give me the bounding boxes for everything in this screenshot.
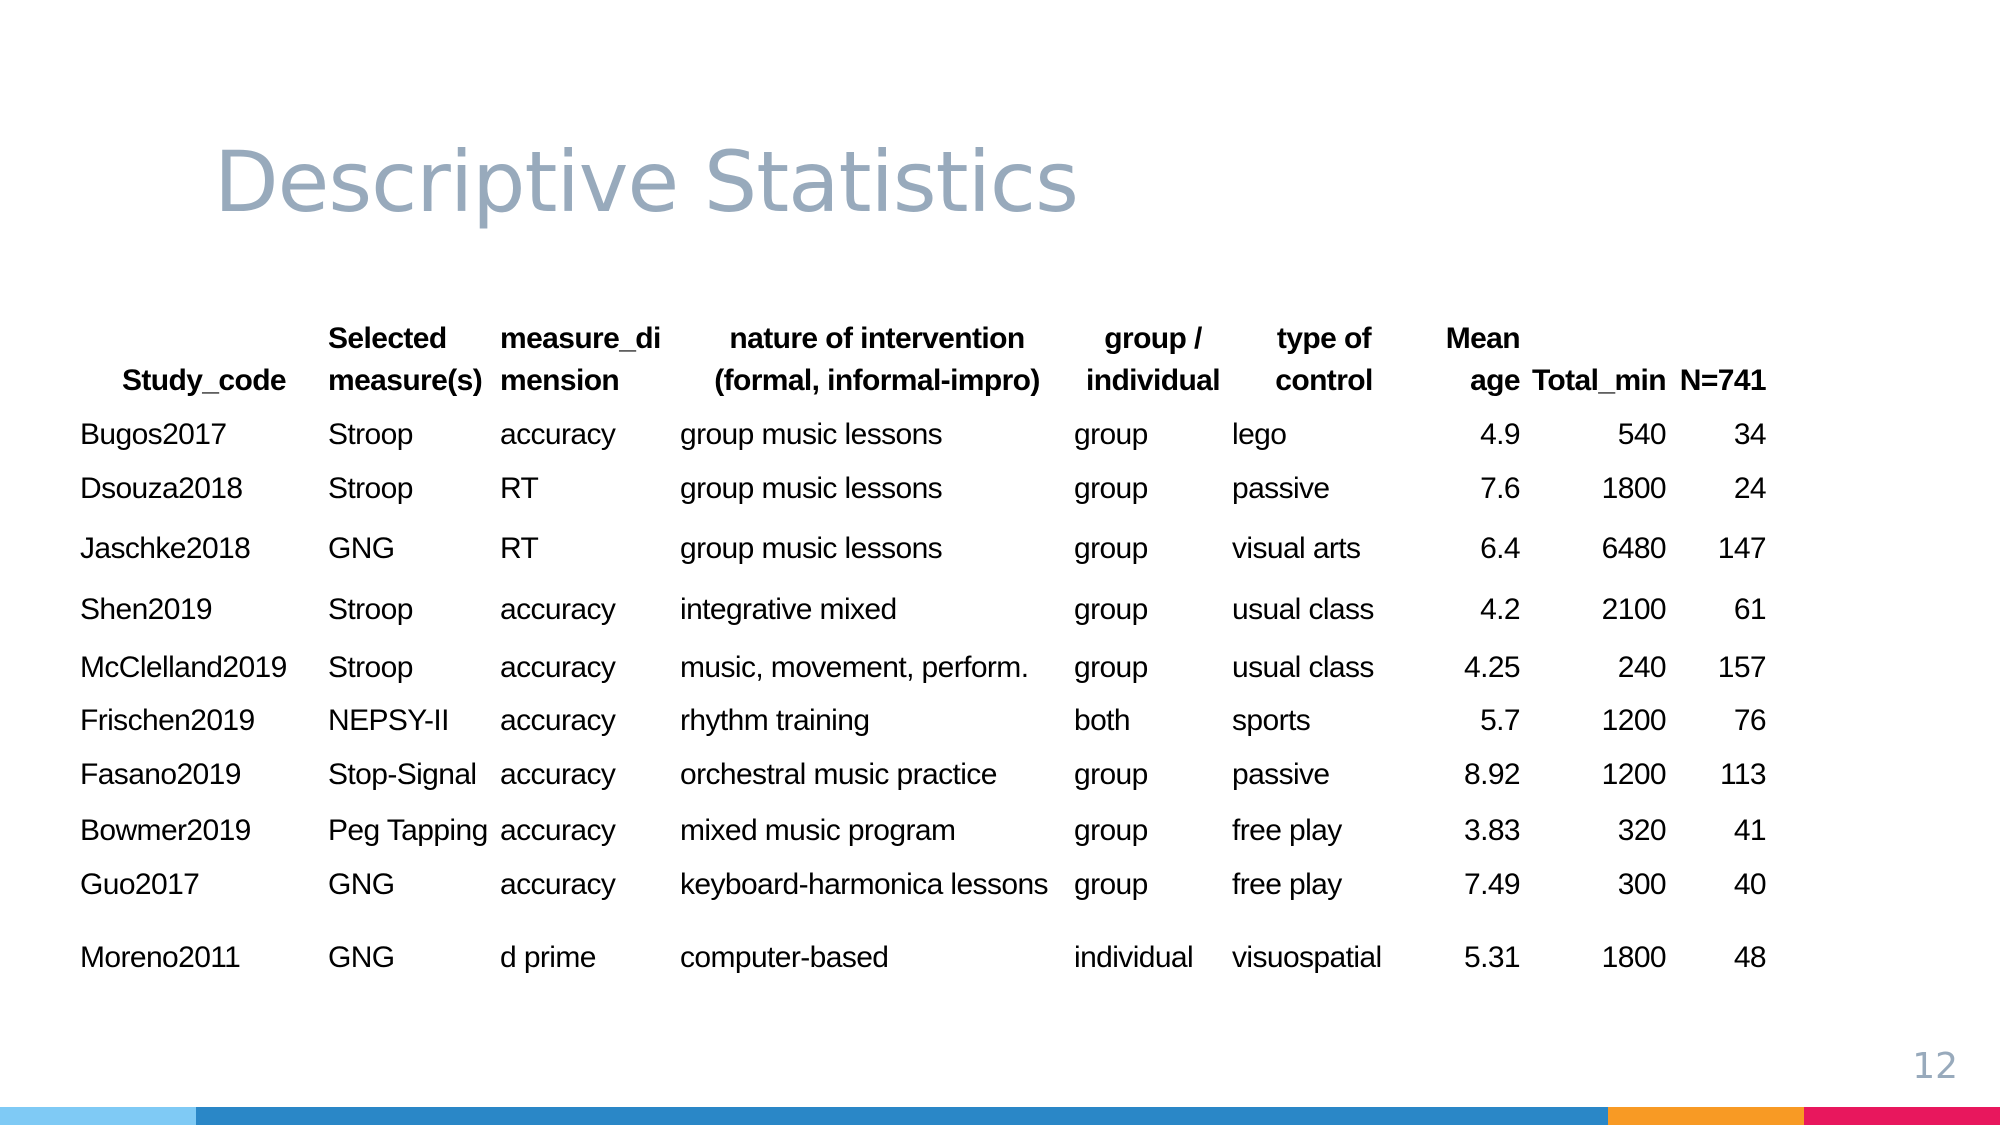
cell-total-min: 540 — [1617, 418, 1666, 451]
cell-nature-of-intervention: integrative mixed — [680, 593, 897, 626]
cell-study-code: Guo2017 — [80, 868, 200, 901]
table-row — [80, 516, 1766, 582]
cell-type-of-control: usual class — [1232, 651, 1374, 684]
cell-type-of-control: visuospatial — [1232, 941, 1382, 974]
footer-segment-pink — [1804, 1107, 2000, 1125]
cell-selected-measure: Stop-Signal — [328, 758, 477, 791]
cell-group-individual: group — [1074, 532, 1148, 565]
cell-measure-dimension: accuracy — [500, 868, 616, 901]
cell-nature-of-intervention: group music lessons — [680, 532, 943, 565]
cell-measure-dimension: RT — [500, 532, 539, 565]
cell-nature-of-intervention: rhythm training — [680, 704, 870, 737]
table-row — [80, 698, 1766, 744]
cell-type-of-control: free play — [1232, 814, 1342, 847]
cell-selected-measure: GNG — [328, 868, 395, 901]
cell-type-of-control: passive — [1232, 472, 1330, 505]
cell-n: 147 — [1717, 532, 1766, 565]
table-row — [80, 408, 1766, 462]
header-nature-of-intervention: nature of intervention (formal, informal-impro) — [714, 322, 1040, 397]
header-total-min: Total_min — [1531, 364, 1666, 397]
cell-selected-measure: Stroop — [328, 593, 413, 626]
table-row — [80, 856, 1766, 914]
cell-type-of-control: passive — [1232, 758, 1330, 791]
cell-total-min: 1200 — [1601, 704, 1666, 737]
cell-total-min: 1800 — [1601, 941, 1666, 974]
cell-total-min: 300 — [1617, 868, 1666, 901]
header-measure-dimension: measure_di mension — [500, 322, 661, 397]
cell-mean-age: 4.25 — [1464, 651, 1520, 684]
cell-group-individual: group — [1074, 418, 1148, 451]
cell-group-individual: group — [1074, 593, 1148, 626]
cell-type-of-control: visual arts — [1232, 532, 1361, 565]
table-row — [80, 582, 1766, 638]
cell-total-min: 6480 — [1601, 532, 1666, 565]
cell-study-code: Fasano2019 — [80, 758, 241, 791]
cell-study-code: Frischen2019 — [80, 704, 255, 737]
cell-selected-measure: NEPSY-II — [328, 704, 449, 737]
header-n: N=741 — [1679, 364, 1766, 397]
cell-total-min: 1800 — [1601, 472, 1666, 505]
cell-mean-age: 6.4 — [1480, 532, 1520, 565]
cell-measure-dimension: RT — [500, 472, 539, 505]
cell-nature-of-intervention: music, movement, perform. — [680, 651, 1029, 684]
header-type-of-control: type of control — [1275, 322, 1373, 397]
cell-study-code: Bowmer2019 — [80, 814, 251, 847]
cell-measure-dimension: accuracy — [500, 418, 616, 451]
cell-total-min: 2100 — [1601, 593, 1666, 626]
cell-measure-dimension: accuracy — [500, 704, 616, 737]
cell-mean-age: 7.49 — [1464, 868, 1520, 901]
cell-group-individual: group — [1074, 472, 1148, 505]
cell-study-code: Dsouza2018 — [80, 472, 243, 505]
cell-total-min: 1200 — [1601, 758, 1666, 791]
cell-n: 76 — [1733, 704, 1766, 737]
cell-selected-measure: GNG — [328, 532, 395, 565]
cell-study-code: McClelland2019 — [80, 651, 287, 684]
cell-selected-measure: GNG — [328, 941, 395, 974]
cell-nature-of-intervention: orchestral music practice — [680, 758, 997, 791]
cell-n: 61 — [1733, 593, 1766, 626]
cell-mean-age: 5.7 — [1480, 704, 1520, 737]
cell-study-code: Shen2019 — [80, 593, 213, 626]
table-row — [80, 638, 1766, 698]
cell-measure-dimension: d prime — [500, 941, 596, 974]
footer-segment-blue — [196, 1107, 1608, 1125]
cell-type-of-control: free play — [1232, 868, 1342, 901]
cell-total-min: 320 — [1617, 814, 1666, 847]
cell-n: 41 — [1733, 814, 1766, 847]
cell-group-individual: group — [1074, 758, 1148, 791]
cell-total-min: 240 — [1617, 651, 1666, 684]
cell-mean-age: 7.6 — [1480, 472, 1520, 505]
cell-selected-measure: Peg Tapping — [328, 814, 488, 847]
footer-segment-light-blue — [0, 1107, 196, 1125]
cell-nature-of-intervention: keyboard-harmonica lessons — [680, 868, 1048, 901]
cell-measure-dimension: accuracy — [500, 651, 616, 684]
cell-mean-age: 8.92 — [1464, 758, 1520, 791]
table-row — [80, 744, 1766, 806]
footer-segment-orange — [1608, 1107, 1804, 1125]
cell-n: 113 — [1719, 758, 1766, 791]
cell-mean-age: 4.9 — [1480, 418, 1520, 451]
cell-nature-of-intervention: group music lessons — [680, 418, 943, 451]
cell-measure-dimension: accuracy — [500, 593, 616, 626]
table-row — [80, 462, 1766, 516]
cell-nature-of-intervention: group music lessons — [680, 472, 943, 505]
cell-mean-age: 4.2 — [1480, 593, 1520, 626]
cell-selected-measure: Stroop — [328, 651, 413, 684]
cell-type-of-control: sports — [1232, 704, 1311, 737]
cell-study-code: Bugos2017 — [80, 418, 227, 451]
table-row — [80, 806, 1766, 856]
header-mean-age: Mean age — [1445, 322, 1520, 397]
cell-measure-dimension: accuracy — [500, 814, 616, 847]
table-header-row — [80, 318, 1766, 408]
cell-n: 48 — [1733, 941, 1766, 974]
slide-title: Descriptive Statistics — [214, 133, 1078, 231]
cell-mean-age: 3.83 — [1464, 814, 1520, 847]
cell-type-of-control: usual class — [1232, 593, 1374, 626]
footer-color-bar — [0, 1107, 2000, 1125]
cell-mean-age: 5.31 — [1464, 941, 1520, 974]
cell-study-code: Moreno2011 — [80, 941, 241, 974]
descriptive-statistics-table — [80, 318, 1766, 1002]
cell-group-individual: group — [1074, 868, 1148, 901]
cell-selected-measure: Stroop — [328, 418, 413, 451]
header-selected-measures: Selected measure(s) — [328, 322, 483, 397]
cell-measure-dimension: accuracy — [500, 758, 616, 791]
cell-n: 24 — [1733, 472, 1766, 505]
cell-n: 34 — [1733, 418, 1766, 451]
cell-group-individual: individual — [1074, 941, 1194, 974]
cell-type-of-control: lego — [1232, 418, 1287, 451]
table-row — [80, 914, 1766, 1002]
cell-n: 157 — [1717, 651, 1766, 684]
cell-group-individual: group — [1074, 814, 1148, 847]
header-group-individual: group / individual — [1085, 322, 1220, 397]
header-study-code: Study_code — [121, 364, 287, 397]
cell-group-individual: group — [1074, 651, 1148, 684]
cell-nature-of-intervention: computer-based — [680, 941, 889, 974]
cell-selected-measure: Stroop — [328, 472, 413, 505]
cell-n: 40 — [1733, 868, 1766, 901]
cell-study-code: Jaschke2018 — [80, 532, 251, 565]
page-number: 12 — [1912, 1046, 1958, 1087]
cell-group-individual: both — [1074, 704, 1130, 737]
cell-nature-of-intervention: mixed music program — [680, 814, 956, 847]
